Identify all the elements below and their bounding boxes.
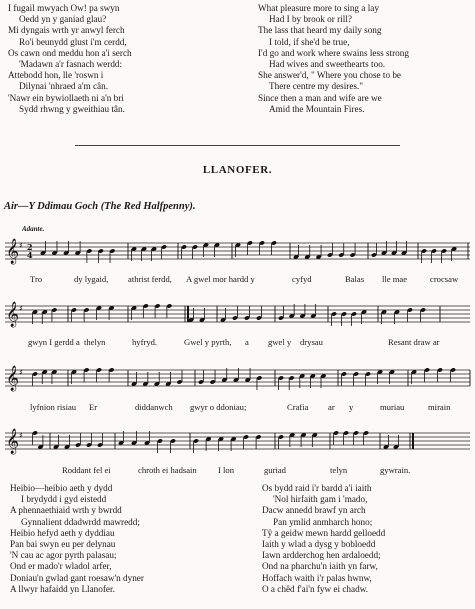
verse-line: Since then a man and wife are we: [258, 92, 382, 103]
verse-line: Gynnalient ddadwrdd mawredd;: [21, 516, 140, 527]
lyric-syllable: crocsaw: [430, 274, 459, 284]
top-right-verse: [258, 3, 409, 115]
lyric-syllable: cyfyd: [292, 274, 312, 284]
lyric-syllable: thelyn: [84, 337, 106, 347]
verse-line: She answer'd, " Where you chose to be: [258, 70, 402, 81]
treble-clef-icon: 𝄞: [6, 239, 20, 264]
song-title: LLANOFER.: [202, 164, 273, 176]
lyric-syllable: muriau: [380, 402, 405, 412]
treble-clef-icon: 𝄞: [6, 366, 20, 391]
tempo-marking: Adante.: [22, 225, 45, 233]
verse-line: Pan ymlid anmharch hono;: [273, 516, 373, 527]
verse-line: Attebodd hon, lle 'roswn i: [8, 70, 104, 81]
verse-line: Os cawn ond meddu hon a'i serch: [8, 47, 132, 58]
verse-line: Dacw annedd brawf yn arch: [262, 505, 366, 516]
time-signature-bottom: 4: [27, 250, 33, 260]
verse-line: I'd go and work where swains less strong: [258, 47, 409, 58]
verse-line: What pleasure more to sing a lay: [258, 3, 379, 13]
treble-clef-icon: 𝄞: [6, 302, 20, 327]
lyric-syllable: A gwel mor hardd y: [186, 274, 255, 284]
top-left-verse: [8, 3, 132, 115]
verse-line: I brydydd i gyd eistedd: [21, 494, 107, 505]
verse-line: Sydd rhwng y gweithiau tân.: [19, 103, 125, 114]
verse-line: 'Nol hirfaith gam i 'mado,: [273, 494, 368, 505]
lyric-syllable: Tro: [30, 274, 43, 284]
lyric-syllable: Roddant fel ei: [62, 465, 111, 475]
verse-line: Ro'i beunydd glust i'm cerdd,: [19, 36, 127, 47]
air-line: Air—Y Ddimau Goch (The Red Halfpenny).: [4, 201, 196, 212]
lyric-syllable: Balas: [345, 274, 365, 284]
music-score: [0, 228, 475, 478]
lyric-syllable: gwyr o ddoniau;: [190, 402, 247, 412]
verse-line: Ond na pharchu'n iaith yn farw,: [262, 561, 378, 572]
time-signature-top: 2: [27, 242, 33, 252]
verse-line: Mi dyngais wrth yr anwyl ferch: [8, 25, 125, 36]
lyric-syllable: ar: [328, 402, 335, 412]
lyric-syllable: athrist ferdd,: [128, 274, 172, 284]
lyric-syllable: diddanwch: [135, 402, 173, 412]
verse-line: Heibio hefyd aeth y dyddiau: [10, 527, 115, 538]
lyric-syllable: drysau: [300, 337, 323, 347]
verse-line: Amid the Mountain Fires.: [269, 103, 365, 114]
lyric-syllable: Crafia: [287, 402, 309, 412]
verse-line: Oedd yn y ganiad glau?: [19, 14, 107, 25]
lyric-syllable: Resant draw ar: [388, 337, 440, 347]
verse-line: 'Nawr ein bywiollaeth ni a'n bri: [8, 92, 124, 103]
verse-line: The lass that heard my daily song: [258, 25, 382, 36]
lyric-syllable: lle mae: [382, 274, 408, 284]
bottom-right-verse: [262, 483, 385, 595]
lyric-syllable: gwel y: [268, 337, 292, 347]
lyric-syllable: mirain: [428, 402, 451, 412]
lyric-syllable: Er: [89, 402, 98, 412]
section-divider: [75, 145, 400, 146]
verse-line: I fugail mwyach Ow! pa swyn: [8, 3, 120, 13]
sharp-icon: ♯: [19, 368, 23, 377]
lyric-syllable: y: [349, 402, 354, 412]
verse-line: Had I by brook or rill?: [269, 14, 352, 25]
lyric-syllable: hyfryd.: [132, 337, 158, 347]
sharp-icon: ♯: [19, 241, 23, 250]
sharp-icon: ♯: [19, 431, 23, 440]
lyric-syllable: chroth ei hadsain: [138, 465, 197, 475]
verse-line: Doniau'n gwlad gant roesaw'n dyner: [10, 572, 144, 583]
verse-line: Ond er mado'r wladol arfer,: [10, 561, 112, 572]
verse-line: Iawn ardderchog hen ardaloedd;: [262, 550, 381, 561]
lyric-syllable: guriad: [264, 465, 286, 475]
verse-line: Had wives and sweethearts too.: [269, 59, 386, 70]
lyric-syllable: lyfnion risiau: [30, 402, 77, 412]
lyric-syllable: telyn: [330, 465, 348, 475]
verse-line: Heibio—heibio aeth y dydd: [10, 483, 113, 493]
verse-line: A phennaethiaid wrth y bwrdd: [10, 505, 122, 516]
lyric-syllable: dy lygaid,: [74, 274, 109, 284]
verse-line: Iaith y wlad a dysg y bobloedd: [262, 539, 376, 550]
verse-line: I told, if she'd be true,: [269, 36, 350, 47]
verse-line: A llwyr hafaidd yn Llanofer.: [10, 583, 115, 594]
lyric-syllable: gwyn I gerdd a: [28, 337, 80, 347]
verse-line: O a chêd f'ai'n fyw ei chadw.: [262, 583, 369, 594]
verse-line: Tŷ a geidw mewn hardd gelloedd: [262, 527, 386, 538]
sharp-icon: ♯: [19, 304, 23, 313]
lyric-syllable: gywrain.: [380, 465, 411, 475]
lyric-syllable: I lon: [218, 465, 234, 475]
lyric-syllable: a: [245, 337, 249, 347]
verse-line: Os bydd raid i'r bardd a'i iaith: [262, 483, 372, 493]
verse-line: 'N cau ac agor pyrth palasau;: [10, 550, 117, 561]
verse-line: Dilynai 'nhraed a'm cân.: [19, 81, 109, 92]
bottom-left-verse: [10, 483, 144, 595]
verse-line: 'Madawn a'r fasnach werdd:: [19, 59, 123, 70]
verse-line: There centre my desires.": [269, 81, 364, 92]
lyric-syllable: Gwel y pyrth,: [184, 337, 232, 347]
verse-line: Hoffach waith i'r palas hwnw,: [262, 572, 372, 583]
treble-clef-icon: 𝄞: [6, 429, 20, 454]
verse-line: Pan bai swyn eu per delynau: [10, 539, 116, 550]
